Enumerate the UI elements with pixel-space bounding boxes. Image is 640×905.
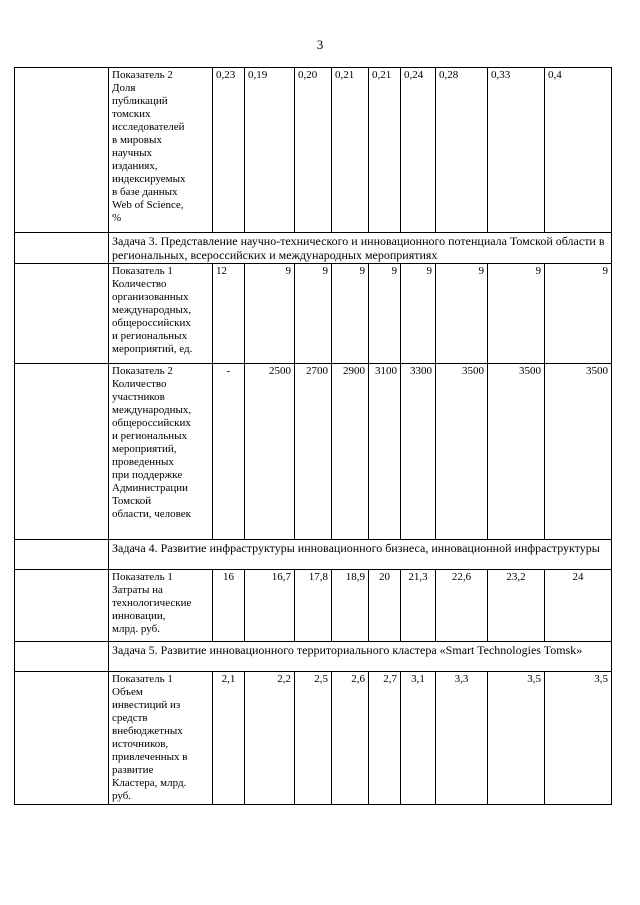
indicator-row xyxy=(15,364,612,540)
value-cell: 3300 xyxy=(401,364,436,540)
value-cell: 9 xyxy=(245,264,295,364)
indicator-label-text: Показатель 1 Количество организованных международных, общероссийских и региональных мероприятий, ед. xyxy=(112,265,193,355)
value-cell: 3,3 xyxy=(436,672,488,805)
value-cell: 0,23 xyxy=(213,68,245,233)
indicator-label-text: Показатель 2 Доля публикаций томских исследователей в мировых научных изданиях, индексируемых в базе данных Web of Science, % xyxy=(112,69,186,224)
value-cell: 0,21 xyxy=(369,68,401,233)
value-cell: 0,20 xyxy=(295,68,332,233)
empty-first-column-cell xyxy=(15,540,109,570)
value-cell: 0,19 xyxy=(245,68,295,233)
value-cell: 9 xyxy=(545,264,612,364)
value-cell: 2,7 xyxy=(369,672,401,805)
page-number: 3 xyxy=(316,37,324,52)
table-body xyxy=(15,68,612,805)
value-cell: 2900 xyxy=(332,364,369,540)
indicator-label xyxy=(109,364,213,540)
task-row xyxy=(15,540,612,570)
value-cell: 3,1 xyxy=(401,672,436,805)
value-cell: 3500 xyxy=(545,364,612,540)
value-cell: 3500 xyxy=(488,364,545,540)
empty-first-column-cell xyxy=(15,233,109,264)
value-cell: 2,6 xyxy=(332,672,369,805)
value-cell: 20 xyxy=(369,570,401,642)
value-cell: 9 xyxy=(369,264,401,364)
indicator-label-text: Показатель 1 Объем инвестиций из средств внебюджетных источников, привлеченных в развитие Кластера, млрд. руб. xyxy=(112,673,188,802)
indicator-label xyxy=(109,570,213,642)
indicator-table xyxy=(14,67,612,805)
empty-first-column-cell xyxy=(15,68,109,233)
task-row xyxy=(15,642,612,672)
value-cell: 9 xyxy=(401,264,436,364)
empty-first-column-cell xyxy=(15,570,109,642)
value-cell: 24 xyxy=(545,570,612,642)
indicator-row xyxy=(15,570,612,642)
value-cell: 16,7 xyxy=(245,570,295,642)
value-cell: 9 xyxy=(332,264,369,364)
value-cell: 22,6 xyxy=(436,570,488,642)
value-cell: 2,5 xyxy=(295,672,332,805)
indicator-label xyxy=(109,264,213,364)
task-heading: Задача 4. Развитие инфраструктуры инновационного бизнеса, инновационной инфраструктуры xyxy=(109,540,612,570)
value-cell: 3100 xyxy=(369,364,401,540)
value-cell: 17,8 xyxy=(295,570,332,642)
value-cell: 18,9 xyxy=(332,570,369,642)
value-cell: 0,33 xyxy=(488,68,545,233)
value-cell: 3500 xyxy=(436,364,488,540)
value-cell: - xyxy=(213,364,245,540)
indicator-label-text: Показатель 2 Количество участников международных, общероссийских и региональных мероприятий, проведенных при поддержке Администрации Томской области, человек xyxy=(112,365,192,520)
value-cell: 0,21 xyxy=(332,68,369,233)
value-cell: 0,4 xyxy=(545,68,612,233)
indicator-row xyxy=(15,264,612,364)
value-cell: 12 xyxy=(213,264,245,364)
indicator-row xyxy=(15,68,612,233)
value-cell: 0,28 xyxy=(436,68,488,233)
value-cell: 0,24 xyxy=(401,68,436,233)
value-cell: 23,2 xyxy=(488,570,545,642)
value-cell: 9 xyxy=(488,264,545,364)
empty-first-column-cell xyxy=(15,264,109,364)
task-heading: Задача 3. Представление научно-технического и инновационного потенциала Томской области в региональных, всероссийских и международных мероприятиях xyxy=(109,233,612,264)
empty-first-column-cell xyxy=(15,672,109,805)
value-cell: 21,3 xyxy=(401,570,436,642)
task-row xyxy=(15,233,612,264)
value-cell: 2500 xyxy=(245,364,295,540)
value-cell: 2,1 xyxy=(213,672,245,805)
value-cell: 3,5 xyxy=(488,672,545,805)
value-cell: 9 xyxy=(436,264,488,364)
empty-first-column-cell xyxy=(15,364,109,540)
value-cell: 3,5 xyxy=(545,672,612,805)
value-cell: 2700 xyxy=(295,364,332,540)
value-cell: 9 xyxy=(295,264,332,364)
indicator-label xyxy=(109,672,213,805)
empty-first-column-cell xyxy=(15,642,109,672)
task-heading: Задача 5. Развитие инновационного территориального кластера «Smart Technologies Tomsk» xyxy=(109,642,612,672)
indicator-row xyxy=(15,672,612,805)
indicator-label xyxy=(109,68,213,233)
value-cell: 16 xyxy=(213,570,245,642)
indicator-label-text: Показатель 1 Затраты на технологические инновации, млрд. руб. xyxy=(112,571,192,635)
value-cell: 2,2 xyxy=(245,672,295,805)
